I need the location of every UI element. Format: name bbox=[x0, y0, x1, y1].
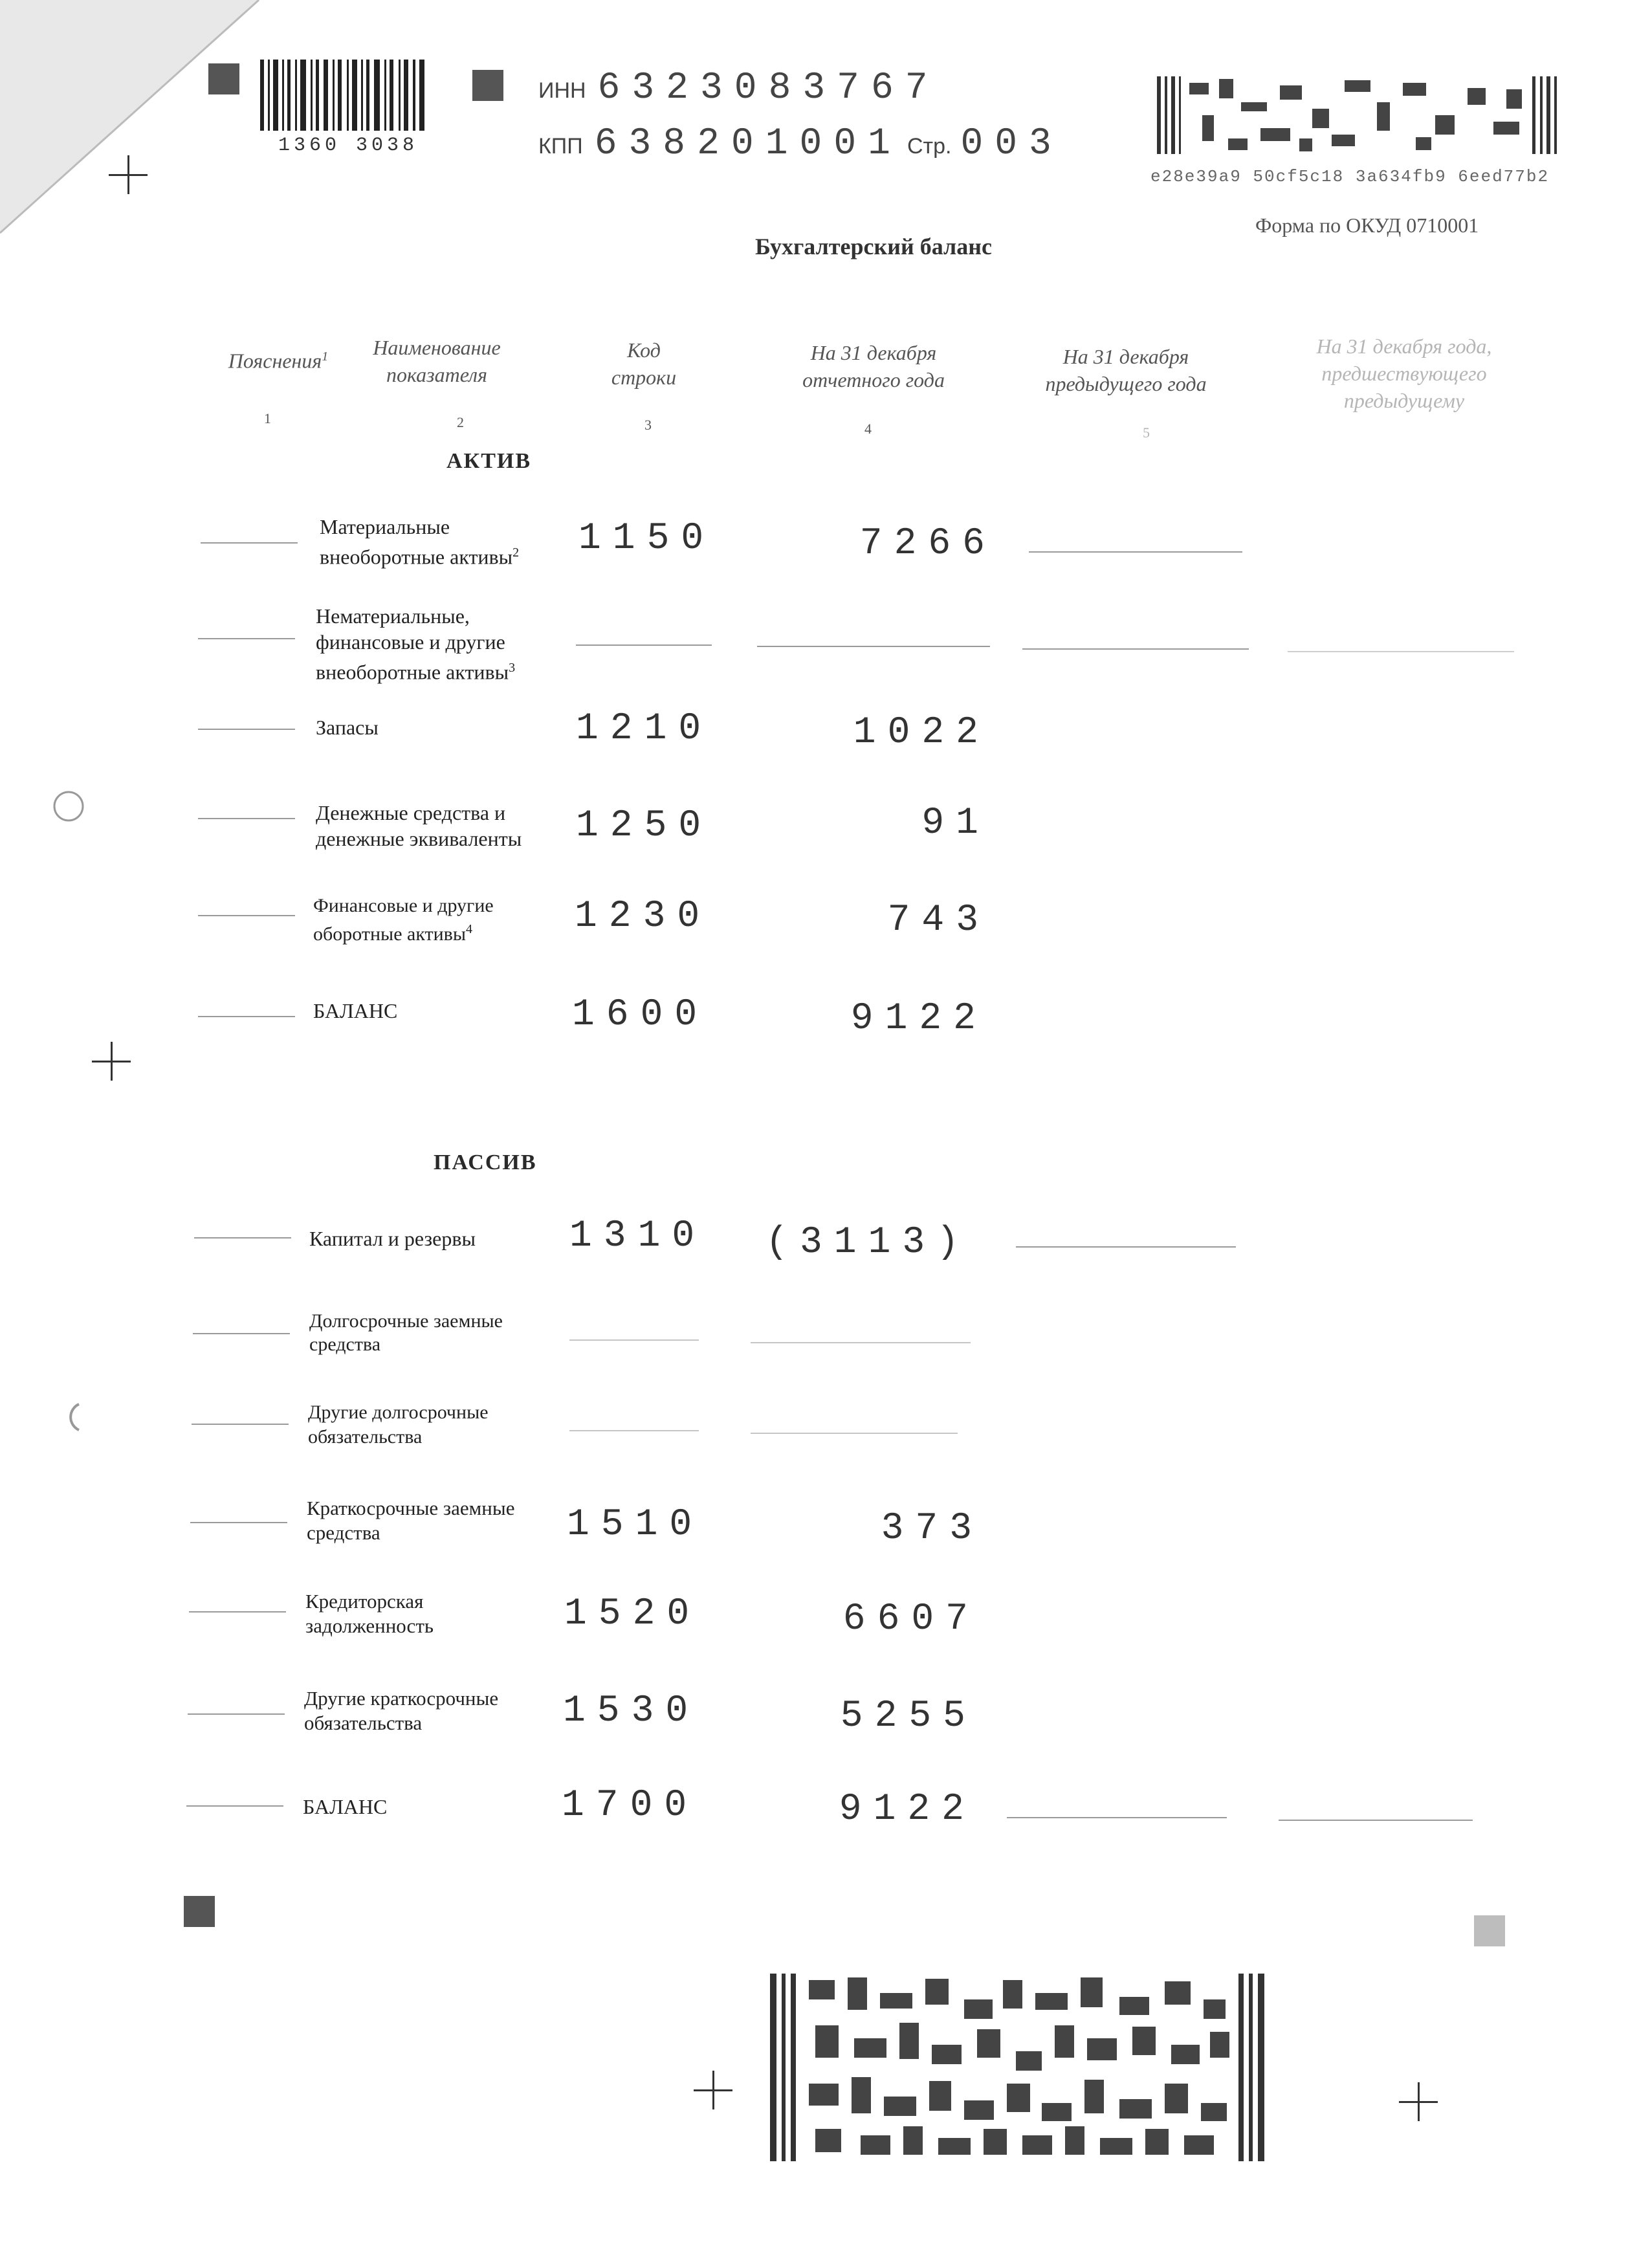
code-line bbox=[569, 1430, 699, 1431]
liability-row-name: Краткосрочные заемные средства bbox=[307, 1497, 515, 1544]
notes-line bbox=[193, 1333, 290, 1334]
hash-text: e28e39a9 50cf5c18 3a634fb9 6eed77b2 bbox=[1150, 167, 1550, 186]
column-header-prior-year: На 31 декабря года, предшествующего предыдущему bbox=[1316, 335, 1492, 412]
code-line bbox=[569, 1339, 699, 1341]
registration-mark-bottom-left bbox=[184, 1896, 215, 1927]
page-value: 003 bbox=[960, 123, 1063, 165]
previous-year-line bbox=[1016, 1246, 1236, 1248]
notes-line bbox=[186, 1805, 283, 1807]
asset-balance-value: 9122 bbox=[850, 998, 987, 1040]
registration-mark-top-mid bbox=[472, 70, 503, 101]
liability-row-name: Капитал и резервы bbox=[309, 1227, 476, 1250]
asset-row-name: Материальные внеоборотные активы$^2$ bbox=[320, 515, 520, 569]
punch-hole-mark bbox=[53, 1398, 92, 1437]
asset-row-code: 1210 bbox=[576, 708, 713, 750]
liability-row-code: 1520 bbox=[564, 1593, 701, 1635]
notes-line bbox=[190, 1522, 287, 1523]
asset-row-name: Денежные средства и денежные эквиваленты bbox=[316, 801, 522, 850]
code-line bbox=[576, 644, 712, 646]
asset-row-name: Запасы bbox=[316, 716, 379, 739]
page-title: Бухгалтерский баланс bbox=[755, 234, 992, 259]
2d-barcode-bottom bbox=[770, 1974, 1268, 2161]
column-number-4: 4 bbox=[864, 421, 872, 437]
prior-year-line bbox=[1279, 1820, 1473, 1821]
notes-line bbox=[198, 915, 295, 916]
okud-form-code: Форма по ОКУД 0710001 bbox=[1255, 214, 1479, 237]
crosshair-mark-top-left bbox=[109, 155, 148, 194]
liability-row-value: 5255 bbox=[840, 1695, 977, 1737]
section-title-assets: АКТИВ bbox=[446, 449, 532, 473]
current-year-line bbox=[757, 646, 990, 647]
inn-block bbox=[538, 67, 940, 109]
asset-row-name: Нематериальные, финансовые и другие внеоборотные активы$^3$ bbox=[316, 604, 516, 684]
notes-line bbox=[201, 542, 298, 544]
liability-row-value: 373 bbox=[881, 1508, 984, 1550]
column-number-5: 5 bbox=[1143, 424, 1150, 441]
notes-line bbox=[188, 1713, 285, 1715]
notes-line bbox=[198, 729, 295, 730]
liability-row-code: 1310 bbox=[569, 1215, 707, 1257]
liability-balance-code: 1700 bbox=[562, 1785, 699, 1827]
inn-value: 6323083767 bbox=[597, 67, 940, 109]
notes-line bbox=[198, 818, 295, 819]
kpp-block bbox=[538, 123, 1063, 165]
asset-row-value: 91 bbox=[921, 802, 990, 844]
column-number-1: 1 bbox=[264, 410, 271, 426]
previous-year-line bbox=[1029, 551, 1242, 553]
asset-row-code: 1250 bbox=[576, 805, 713, 847]
asset-row-value: 743 bbox=[887, 899, 990, 941]
liability-balance-value: 9122 bbox=[839, 1789, 976, 1831]
kpp-label: КПП bbox=[538, 134, 583, 159]
barcode-number: 1360 3038 bbox=[278, 135, 419, 157]
asset-row-code: 1150 bbox=[578, 518, 716, 560]
notes-line bbox=[198, 1016, 295, 1017]
section-title-liabilities: ПАССИВ bbox=[434, 1151, 537, 1174]
column-number-2: 2 bbox=[457, 414, 464, 430]
asset-balance-code: 1600 bbox=[572, 994, 709, 1036]
notes-line bbox=[194, 1237, 291, 1239]
crosshair-mark-left bbox=[92, 1042, 131, 1081]
previous-year-line bbox=[1022, 648, 1249, 650]
liability-row-code: 1510 bbox=[567, 1504, 704, 1546]
column-header-code: Код строки bbox=[611, 338, 677, 389]
inn-label: ИНН bbox=[538, 78, 586, 103]
notes-line bbox=[198, 638, 295, 639]
punch-hole-mark bbox=[49, 787, 88, 826]
linear-barcode bbox=[260, 60, 428, 131]
current-year-line bbox=[751, 1342, 971, 1343]
liability-balance-label: БАЛАНС bbox=[303, 1795, 388, 1818]
notes-line bbox=[189, 1611, 286, 1613]
liability-row-value: 6607 bbox=[842, 1598, 980, 1640]
kpp-value: 638201001 bbox=[594, 123, 902, 165]
column-number-3: 3 bbox=[644, 417, 652, 433]
notes-line bbox=[192, 1424, 289, 1425]
liability-row-name: Другие долгосрочные обязательства bbox=[308, 1402, 489, 1448]
registration-mark-top-left bbox=[208, 63, 239, 94]
crosshair-mark-bottom-mid bbox=[694, 2071, 732, 2109]
asset-row-value: 7266 bbox=[859, 523, 996, 565]
liability-row-value: (3113) bbox=[765, 1222, 971, 1264]
liability-row-name: Другие краткосрочные обязательства bbox=[304, 1687, 499, 1734]
registration-mark-bottom-right bbox=[1474, 1915, 1505, 1946]
prior-year-line bbox=[1288, 651, 1514, 652]
previous-year-line bbox=[1007, 1817, 1227, 1818]
page-label: Стр. bbox=[907, 134, 952, 159]
asset-row-value: 1022 bbox=[853, 712, 990, 754]
crosshair-mark-bottom-right bbox=[1399, 2082, 1438, 2121]
2d-barcode-top bbox=[1157, 76, 1558, 154]
asset-balance-label: БАЛАНС bbox=[313, 999, 398, 1022]
column-header-name: Наименование показателя bbox=[373, 336, 501, 386]
liability-row-name: Долгосрочные заемные средства bbox=[309, 1310, 503, 1355]
column-header-current-year: На 31 декабря отчетного года bbox=[802, 341, 945, 391]
liability-row-name: Кредиторская задолженность bbox=[305, 1590, 434, 1637]
page-fold bbox=[0, 0, 272, 246]
column-header-previous-year: На 31 декабря предыдущего года bbox=[1045, 345, 1207, 395]
current-year-line bbox=[751, 1433, 958, 1434]
column-header-notes: Пояснения$^1$ bbox=[228, 349, 329, 373]
asset-row-code: 1230 bbox=[575, 896, 712, 938]
liability-row-code: 1530 bbox=[563, 1690, 700, 1732]
asset-row-name: Финансовые и другие оборотные активы$^4$ bbox=[313, 895, 494, 945]
